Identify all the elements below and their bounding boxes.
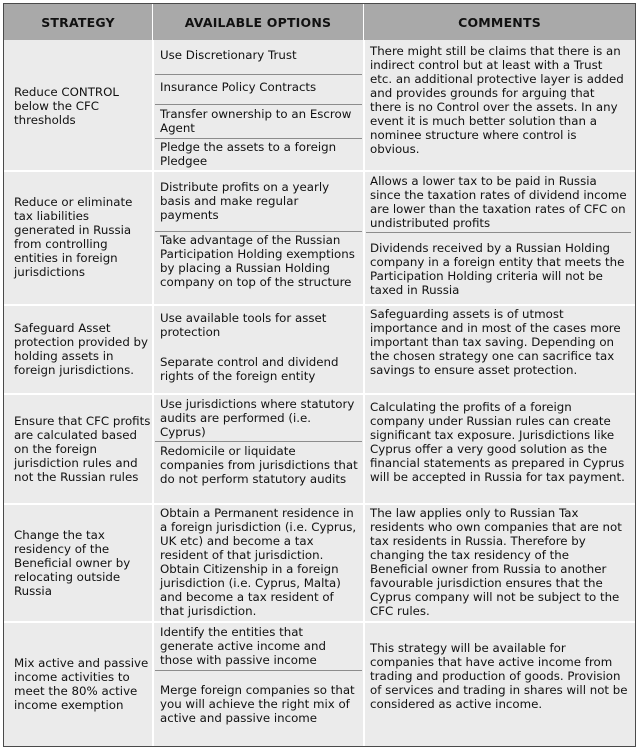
option-cell: Merge foreign companies so that you will achieve the right mix of active and passive income — [155, 683, 362, 729]
option-cell: Pledge the assets to a foreign Pledgee — [155, 140, 362, 170]
comment-cell: Calculating the profits of a foreign company under Russian rules can create significant tax exposure. Jurisdictions like Cyprus offer a very good solution as the financial statements as prepared in Cyprus will be accepted in Russia for tax payment. — [366, 400, 631, 502]
comment-cell: Safeguarding assets is of utmost importance and in most of the cases more important than tax saving. Depending on the chosen strategy one can sacrifice tax savings to ensure asset protection. — [366, 307, 631, 393]
option-cell: Redomicile or liquidate companies from jurisdictions that do not perform statutory audits — [155, 444, 362, 502]
comment-cell: Allows a lower tax to be paid in Russia since the taxation rates of dividend income are lower than the taxation rates of CFC on undistributed profits — [366, 174, 631, 230]
comment-cell: Dividends received by a Russian Holding company in a foreign entity that meets the Participation Holding criteria will not be taxed in Russia — [366, 241, 631, 297]
option-divider — [155, 74, 362, 75]
comment-cell: The law applies only to Russian Tax residents who own companies that are not tax residents in Russia. Therefore by changing the tax residency of the Beneficial owner from Russia to another favourable jurisdiction ensures that the Cyprus company will not be subject to the CFC rules. — [366, 506, 631, 620]
comment-cell: There might still be claims that there is an indirect control but at least with a Trust etc. an additional protective layer is added and provides grounds for arguing that there is no Control over the assets. In any event it is much better solution than a nominee structure where control is obvious. — [366, 44, 631, 170]
option-divider — [155, 670, 362, 671]
option-cell: Identify the entities that generate active income and those with passive income — [155, 625, 362, 667]
cfc-strategy-table — [3, 3, 636, 747]
option-cell: Take advantage of the Russian Participation Holding exemptions by placing a Russian Holding company on top of the structure — [155, 233, 362, 301]
strategy-cell: Ensure that CFC profits are calculated based on the foreign jurisdiction rules and not the Russian rules — [8, 395, 151, 503]
option-divider — [155, 138, 362, 139]
option-cell: Distribute profits on a yearly basis and make regular payments — [155, 180, 362, 228]
strategy-cell: Safeguard Asset protection provided by holding assets in foreign jurisdictions. — [8, 306, 151, 392]
header-available-options: AVAILABLE OPTIONS — [153, 4, 364, 40]
option-cell: Obtain a Permanent residence in a foreign jurisdiction (i.e. Cyprus, UK etc) and become a tax resident of that jurisdiction. Obtain Citizenship in a foreign jurisdiction (i.e. Cyprus, Malta) and become a tax resident of that jurisdiction. — [155, 506, 362, 620]
strategy-cell: Reduce or eliminate tax liabilities generated in Russia from controlling entities in foreign jurisdictions — [8, 172, 151, 302]
strategy-cell: Mix active and passive income activities to meet the 80% active income exemption — [8, 623, 151, 745]
option-cell: Use Discretionary Trust — [155, 48, 362, 72]
option-cell: Use available tools for asset protection — [155, 311, 362, 341]
option-divider — [155, 231, 362, 232]
option-divider — [155, 104, 362, 105]
option-cell: Use jurisdictions where statutory audits are performed (i.e. Cyprus) — [155, 397, 362, 439]
comment-cell: This strategy will be available for companies that have active income from trading and production of goods. Provision of services and trading in shares will not be considered as active income. — [366, 641, 631, 741]
strategy-cell: Change the tax residency of the Beneficial owner by relocating outside Russia — [8, 505, 151, 621]
option-cell: Insurance Policy Contracts — [155, 80, 362, 102]
option-cell: Separate control and dividend rights of the foreign entity — [155, 355, 362, 385]
header-strategy: STRATEGY — [4, 4, 153, 40]
comment-divider — [366, 232, 631, 233]
option-cell: Transfer ownership to an Escrow Agent — [155, 107, 362, 137]
header-comments: COMMENTS — [364, 4, 635, 40]
strategy-cell: Reduce CONTROL below the CFC thresholds — [8, 42, 151, 170]
option-divider — [155, 441, 362, 442]
